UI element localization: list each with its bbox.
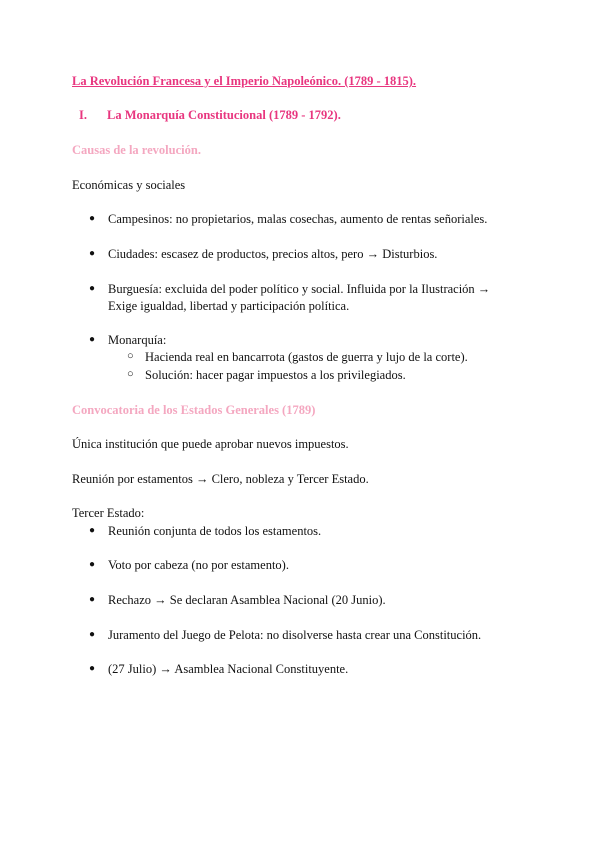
bullet-icon: ● <box>89 559 96 570</box>
list-item: Juramento del Juego de Pelota: no disolverse hasta crear una Constitución. <box>108 628 482 642</box>
causes-intro: Económicas y sociales <box>72 178 186 192</box>
section-number: I. <box>79 108 87 122</box>
sub-bullet-icon: ○ <box>127 368 134 380</box>
list-item: Monarquía: <box>108 333 167 347</box>
bullet-icon: ● <box>89 283 96 294</box>
sub-list-item: Hacienda real en bancarrota (gastos de guerra y lujo de la corte). <box>145 350 468 364</box>
bullet-icon: ● <box>89 213 96 224</box>
sub-list-item: Solución: hacer pagar impuestos a los privilegiados. <box>145 368 406 382</box>
section-title: La Monarquía Constitucional (1789 - 1792). <box>107 108 341 122</box>
bullet-icon: ● <box>89 525 96 536</box>
list-item: Reunión conjunta de todos los estamentos. <box>108 524 322 538</box>
bullet-icon: ● <box>89 594 96 605</box>
paragraph: Tercer Estado: <box>72 506 145 520</box>
bullet-icon: ● <box>89 248 96 259</box>
paragraph: Única institución que puede aprobar nuevos impuestos. <box>72 437 349 451</box>
list-item: Burguesía: excluida del poder político y social. Influida por la Ilustración → <box>108 282 491 296</box>
paragraph: Reunión por estamentos → Clero, nobleza y Tercer Estado. <box>72 472 369 486</box>
causes-heading: Causas de la revolución. <box>72 143 201 157</box>
list-item: Voto por cabeza (no por estamento). <box>108 558 289 572</box>
list-item: Rechazo → Se declaran Asamblea Nacional (20 Junio). <box>108 593 386 607</box>
bullet-icon: ● <box>89 663 96 674</box>
list-item: Campesinos: no propietarios, malas cosechas, aumento de rentas señoriales. <box>108 212 488 226</box>
list-item: Ciudades: escasez de productos, precios altos, pero → Disturbios. <box>108 247 438 261</box>
bullet-icon: ● <box>89 629 96 640</box>
bullet-icon: ● <box>89 334 96 345</box>
document-title: La Revolución Francesa y el Imperio Napoleónico. (1789 - 1815). <box>72 74 417 88</box>
list-item: (27 Julio) → Asamblea Nacional Constituyente. <box>108 662 349 676</box>
estates-heading: Convocatoria de los Estados Generales (1789) <box>72 403 316 417</box>
section-heading <box>79 108 341 123</box>
sub-bullet-icon: ○ <box>127 350 134 362</box>
list-item-continuation: Exige igualdad, libertad y participación política. <box>108 299 350 313</box>
